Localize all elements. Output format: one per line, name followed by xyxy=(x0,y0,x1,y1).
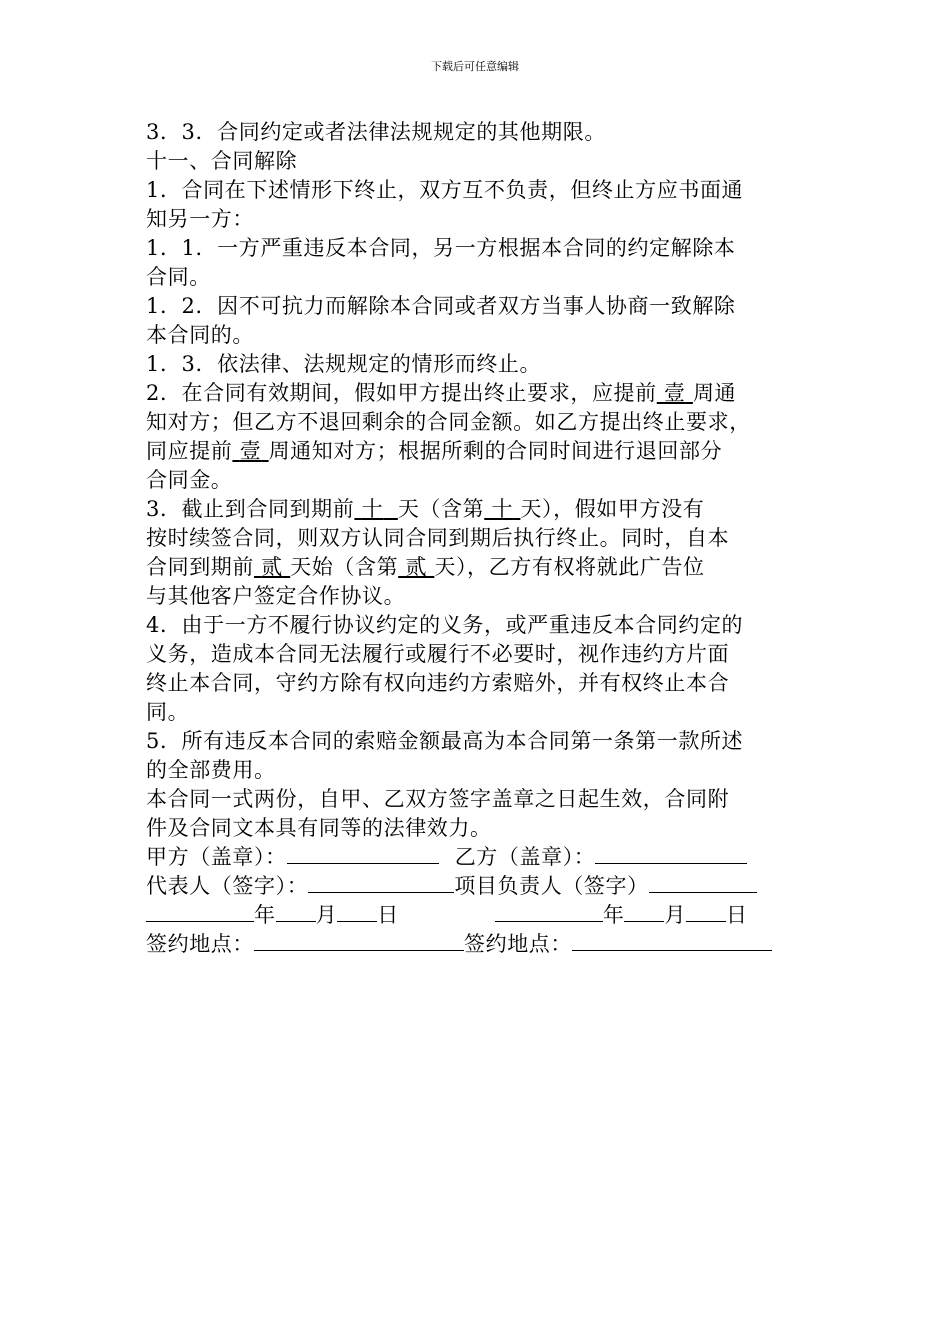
party-b-seal-blank[interactable] xyxy=(595,843,747,864)
text-line: 终止本合同，守约方除有权向违约方索赔外，并有权终止本合 xyxy=(146,671,730,695)
text-line: 义务，造成本合同无法履行或履行不必要时，视作违约方片面 xyxy=(146,642,730,666)
text-line: 4．由于一方不履行协议约定的义务，或严重违反本合同约定的 xyxy=(146,613,744,637)
section-heading: 十一、合同解除 xyxy=(146,149,298,173)
filled-blank: 壹 xyxy=(239,439,262,463)
clause-3-line: 与其他客户签定合作协议。 xyxy=(146,584,406,608)
place-b-blank[interactable] xyxy=(572,930,772,951)
signature-row-representatives: 代表人（签字）： 项目负责人（签字） xyxy=(146,872,806,901)
representative-signature-blank[interactable] xyxy=(308,872,454,893)
text-line: 3．3．合同约定或者法律法规规定的其他期限。 xyxy=(146,120,606,144)
text-line: 本合同的。 xyxy=(146,323,254,347)
year-blank-a[interactable] xyxy=(146,901,254,922)
clause-3-line: 合同到期前 贰 天始（含第 贰 天），乙方有权将就此广告位 xyxy=(146,555,705,579)
text-line: 1．2．因不可抗力而解除本合同或者双方当事人协商一致解除 xyxy=(146,294,736,318)
text-line: 件及合同文本具有同等的法律效力。 xyxy=(146,816,492,840)
party-a-seal-blank[interactable] xyxy=(287,843,439,864)
year-blank-b[interactable] xyxy=(495,901,603,922)
clause-2-line: 知对方；但乙方不退回剩余的合同金额。如乙方提出终止要求， xyxy=(146,410,751,434)
clause-3-line: 3．截止到合同到期前 十 天（含第 十 天），假如甲方没有 xyxy=(146,497,705,521)
contract-body xyxy=(146,118,806,959)
signature-row-dates: 年 月 日 年 月 日 xyxy=(146,901,806,930)
text-line: 1．合同在下述情形下终止，双方互不负责，但终止方应书面通 xyxy=(146,178,744,202)
page-header-note: 下载后可任意编辑 xyxy=(431,60,519,73)
filled-blank: 十 xyxy=(491,497,514,521)
filled-blank: 壹 xyxy=(664,381,686,405)
text-line: 知另一方： xyxy=(146,207,254,231)
month-blank-b[interactable] xyxy=(624,901,664,922)
text-line: 本合同一式两份，自甲、乙双方签字盖章之日起生效，合同附 xyxy=(146,787,730,811)
clause-2-line: 同应提前 壹 周通知对方；根据所剩的合同时间进行退回部分 xyxy=(146,439,723,463)
text-line: 合同。 xyxy=(146,265,211,289)
clause-2-line: 合同金。 xyxy=(146,468,233,492)
month-blank-a[interactable] xyxy=(276,901,316,922)
text-line: 5．所有违反本合同的索赔金额最高为本合同第一条第一款所述 xyxy=(146,729,744,753)
clause-2-line: 2．在合同有效期间，假如甲方提出终止要求，应提前 壹 周通 xyxy=(146,381,737,405)
filled-blank: 贰 xyxy=(261,555,283,579)
filled-blank: 贰 xyxy=(405,555,428,579)
text-line: 1．3．依法律、法规规定的情形而终止。 xyxy=(146,352,542,376)
filled-blank: 十 xyxy=(361,497,384,521)
signature-row-parties: 甲方（盖章）： 乙方（盖章）： xyxy=(146,843,806,872)
text-line: 1．1．一方严重违反本合同，另一方根据本合同的约定解除本 xyxy=(146,236,736,260)
day-blank-b[interactable] xyxy=(686,901,726,922)
project-manager-signature-blank[interactable] xyxy=(649,872,757,893)
place-a-blank[interactable] xyxy=(254,930,464,951)
day-blank-a[interactable] xyxy=(337,901,377,922)
clause-3-line: 按时续签合同，则双方认同合同到期后执行终止。同时，自本 xyxy=(146,526,730,550)
signature-row-places: 签约地点： 签约地点： xyxy=(146,930,806,959)
text-line: 同。 xyxy=(146,700,190,724)
text-line: 的全部费用。 xyxy=(146,758,276,782)
